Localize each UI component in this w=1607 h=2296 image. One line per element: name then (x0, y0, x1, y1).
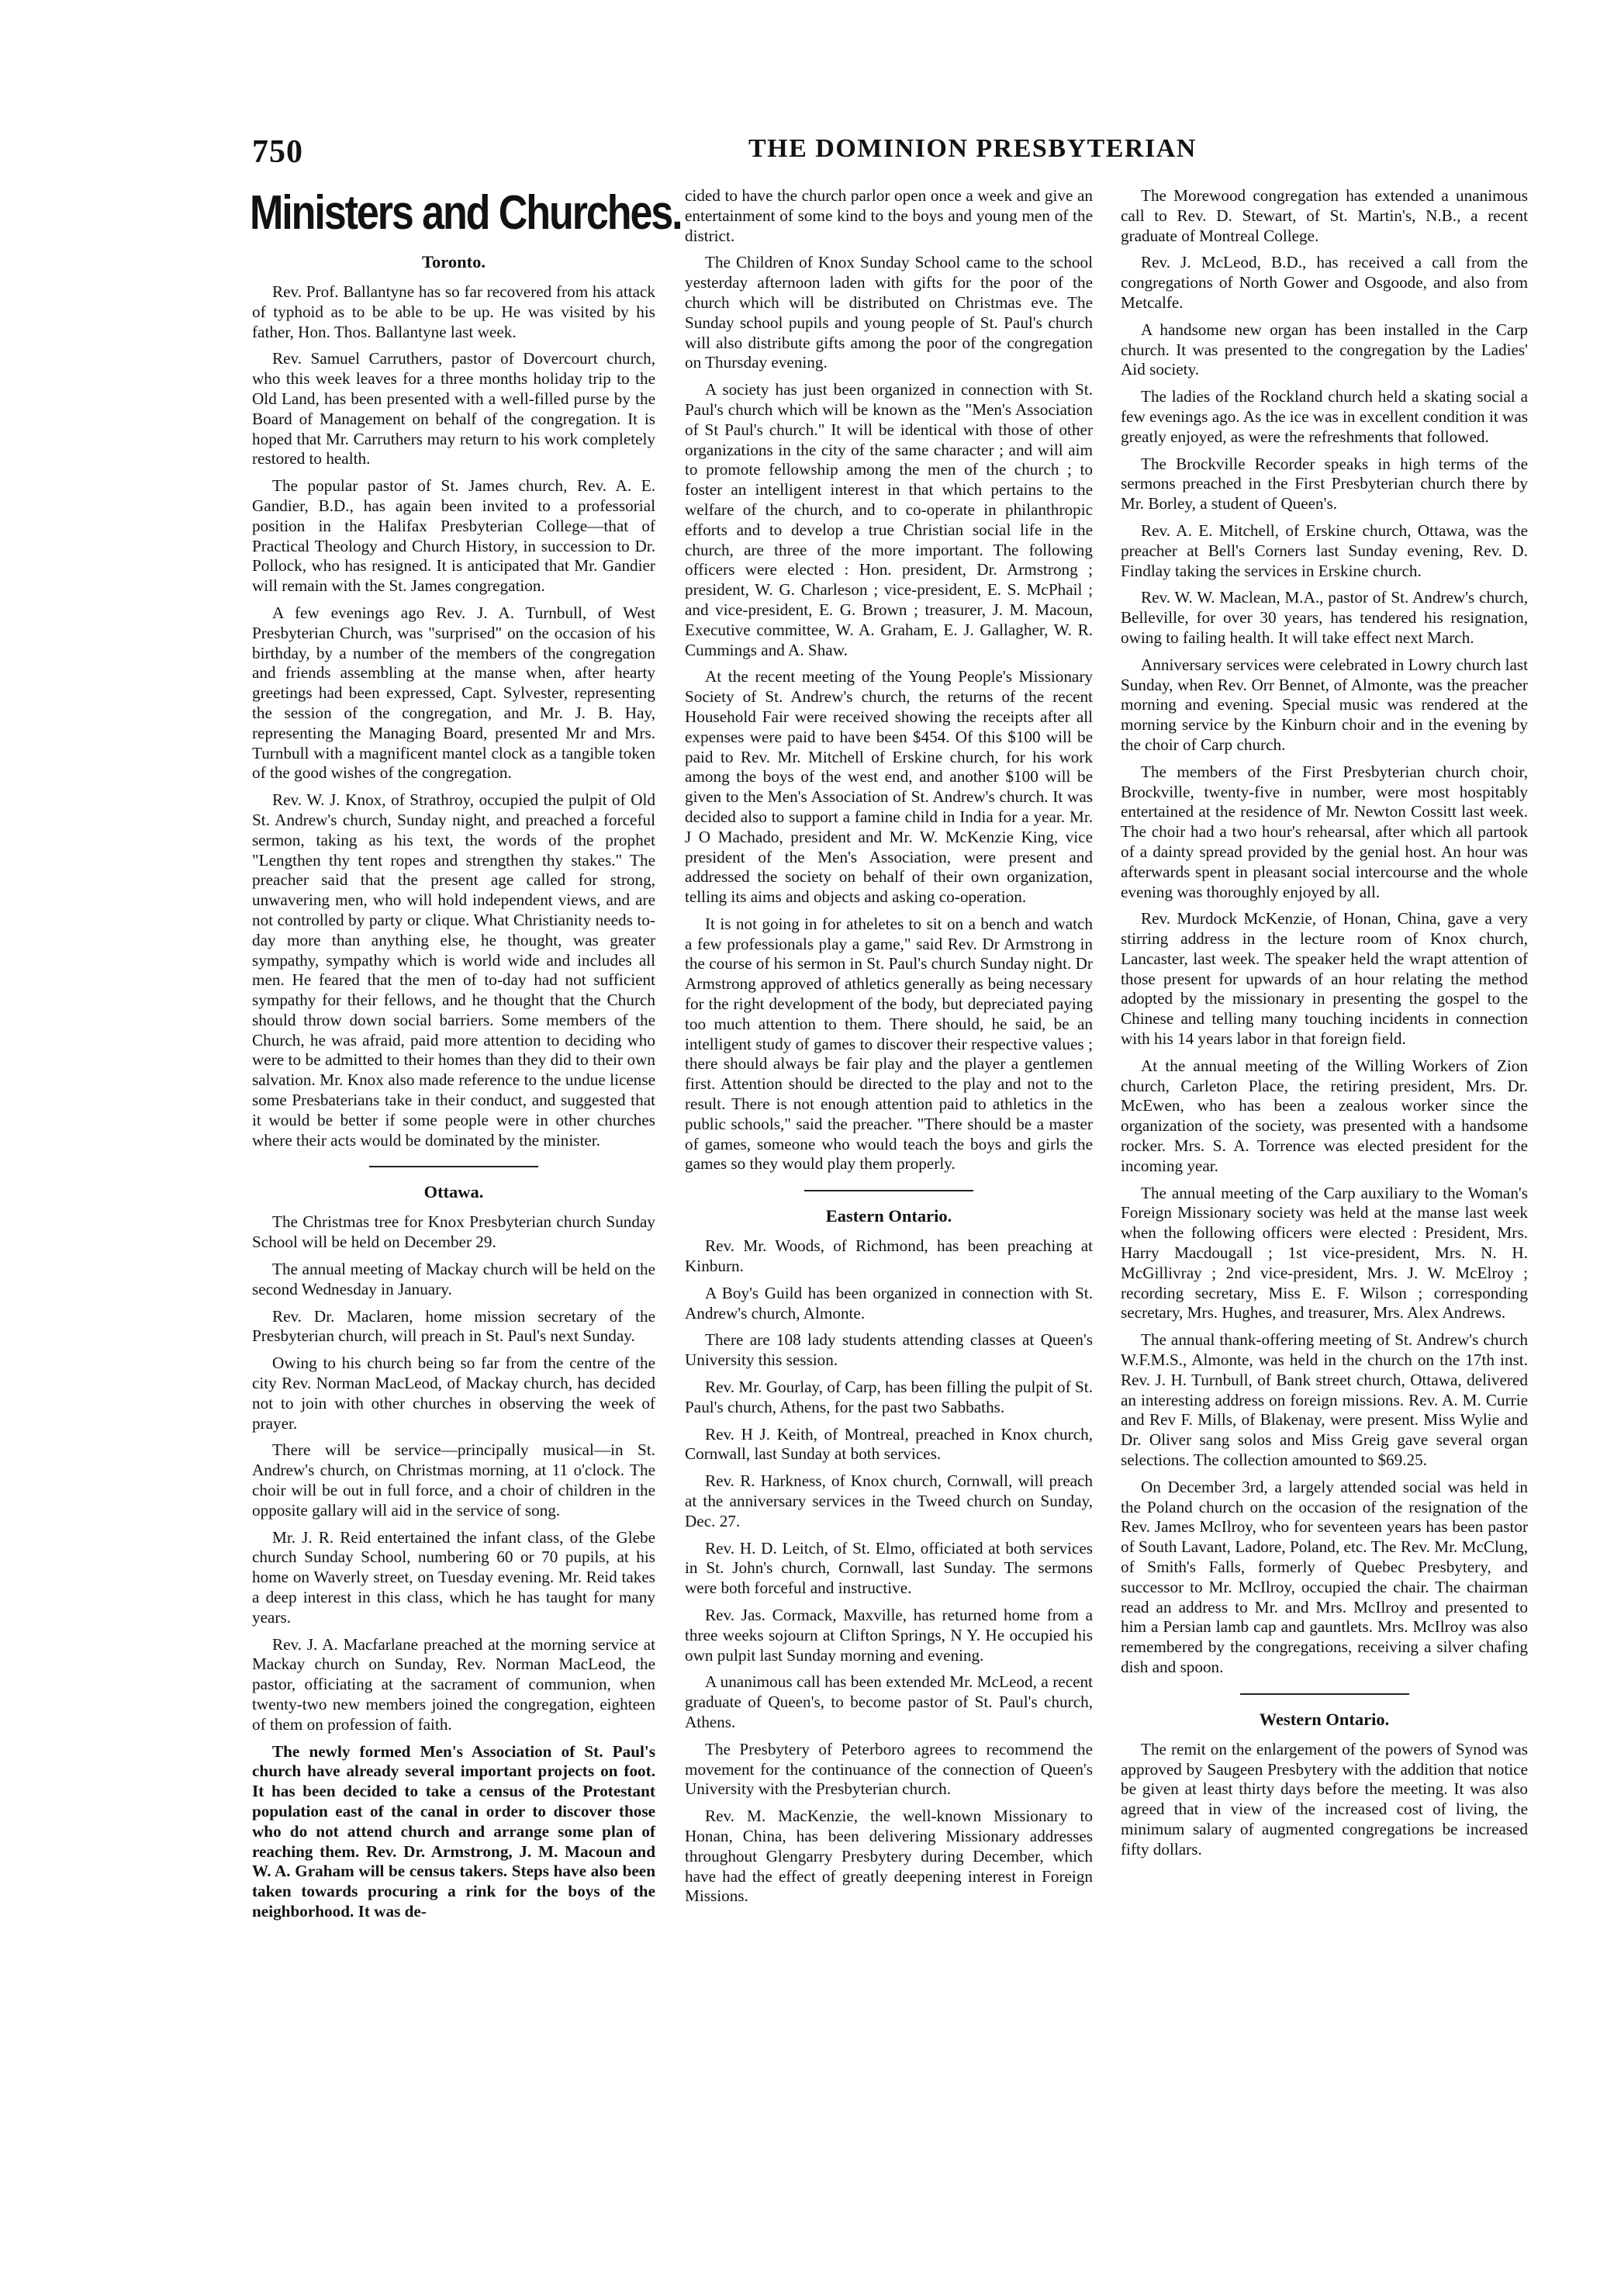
section-heading-ottawa: Ottawa. (423, 1182, 484, 1202)
section-divider (804, 1190, 973, 1191)
section-heading-toronto: Toronto. (422, 252, 486, 271)
news-item: The annual meeting of Mackay church will be held on the second Wednesday in January. (252, 1260, 655, 1298)
news-item: The annual meeting of the Carp auxiliary to the Woman's Foreign Missionary society was held at the manse last week when the following officers were elected : President, Mrs. Harry Macdougall ; 1st vice-president, Mrs. N. H. McGillivray ; 2nd vice-president, Mrs. J. W. McElroy ; recording secretary, Miss E. F. Wilson ; corresponding secretary, Mrs. Hughes, and treasurer, Mrs. Alex Andrews. (1121, 1183, 1528, 1323)
news-item: The Morewood congregation has extended a unanimous call to Rev. D. Stewart, of St. Martin's, N.B., a recent graduate of Montreal College. (1121, 186, 1528, 245)
news-item: Mr. J. R. Reid entertained the infant class, of the Glebe church Sunday School, numbering 60 or 70 pupils, at his home on Waverly street, on Tuesday evening. Mr. Reid takes a deep interest in this class, which he has taught for many years. (252, 1527, 655, 1627)
news-item: The Christmas tree for Knox Presbyterian church Sunday School will be held on December 29. (252, 1212, 655, 1252)
news-item: Rev. A. E. Mitchell, of Erskine church, Ottawa, was the preacher at Bell's Corners last Sunday evening, Rev. D. Findlay taking the services in Erskine church. (1121, 520, 1528, 580)
news-item: A society has just been organized in connection with St. Paul's church which will be known as the "Men's Association of St Paul's church." It will be identical with those of other organizations in the city of the same character ; and will aim to promote fellowship among the men of the church ; to foster an intelligent interest in that which pertains to the welfare of the church, and to co-operate in philanthropic efforts and to develop a true Christian social life in the church, are three of the more important. The following officers were elected : Hon. president, Dr. Armstrong ; president, W. G. Charleson ; vice-president, E. S. McPhail ; and vice-president, E. G. Brown ; treasurer, J. M. Macoun, Executive committee, W. A. Graham, E. J. Gallagher, W. R. Cummings and A. Shaw. (685, 380, 1093, 659)
news-item: The Children of Knox Sunday School came to the school yesterday afternoon laden with gifts for the poor of the church which will be distributed on Christmas eve. The Sunday school pupils and young people of St. Paul's church will also distribute gifts among the poor of the congregation on Thursday evening. (685, 253, 1093, 372)
news-item: Rev. H J. Keith, of Montreal, preached in Knox church, Cornwall, last Sunday at both services. (685, 1424, 1093, 1464)
section-heading-eastern-ontario: Eastern Ontario. (825, 1206, 952, 1226)
column-3 (1121, 186, 1528, 1867)
news-item: A unanimous call has been extended Mr. McLeod, a recent graduate of Queen's, to become pastor of St. Paul's church, Athens. (685, 1672, 1093, 1731)
news-item: There will be service—principally musical—in St. Andrew's church, on Christmas morning, at 11 o'clock. The choir will be out in full force, and a choir of children in the opposite gallary will aid in the service of song. (252, 1440, 655, 1520)
news-item: Rev. M. MacKenzie, the well-known Missionary to Honan, China, has been delivering Missionary addresses throughout Glengarry Presbytery during December, which have had the effect of greatly deepening interest in Foreign Missions. (685, 1807, 1093, 1906)
news-item: The newly formed Men's Association of St. Paul's church have already several important projects on foot. It has been decided to take a census of the Protestant population east of the canal in order to discover those who do not attend church and arrange some plan of reaching them. Rev. Dr. Armstrong, J. M. Macoun and W. A. Graham will be census takers. Steps have also been taken towards procuring a rink for the boys of the neighborhood. It was de- (252, 1741, 655, 1921)
news-item: At the annual meeting of the Willing Workers of Zion church, Carleton Place, the retiring president, Mrs. Dr. McEwen, who has been a zealous worker since the organization of the society, was presented with a handsome rocker. Mrs. S. A. Torrence was elected president for the incoming year. (1121, 1056, 1528, 1175)
news-item-continuation: cided to have the church parlor open once a week and give an entertainment of some kind to the boys and young men of the district. (685, 186, 1093, 245)
news-item: It is not going in for atheletes to sit on a bench and watch a few professionals play a game," said Rev. Dr Armstrong in the course of his sermon in St. Paul's church Sunday night. Dr Armstrong approved of athletics generally as being necessary for the right development of the body, but depreciated paying too much attention to them. There should, he said, be an intelligent study of games to discover their respective values ; there should always be fair play and the player a gentlemen first. Attention should be directed to the play and not to the result. There is not enough attention paid to athletics in the public schools," said the preacher. "There should be a master of games, someone who would teach the boys and girls the games so they would play them properly. (685, 914, 1093, 1174)
running-head: THE DOMINION PRESBYTERIAN (748, 134, 1197, 163)
news-item: Rev. Prof. Ballantyne has so far recovered from his attack of typhoid as to be able to be up. He was visited by his father, Hon. Thos. Ballantyne last week. (252, 282, 655, 341)
section-heading-western-ontario: Western Ontario. (1259, 1709, 1390, 1729)
news-item: A few evenings ago Rev. J. A. Turnbull, of West Presbyterian Church, was "surprised" on the occasion of his birthday, by a number of the members of the congregation and friends assembling at the manse when, after hearty greetings had been expressed, Capt. Sylvester, representing the session of the congregation, and Mr. J. B. Hay, representing the Managing Board, presented Mr and Mrs. Turnbull with a magnificent mantel clock as a tangible token of the good wishes of the congregation. (252, 603, 655, 783)
news-item: Anniversary services were celebrated in Lowry church last Sunday, when Rev. Orr Bennet, of Almonte, was the preacher morning and evening. Special music was rendered at the morning service by the Kinburn choir and in the evening by the choir of Carp church. (1121, 655, 1528, 754)
news-item: At the recent meeting of the Young People's Missionary Society of St. Andrew's church, the returns of the recent Household Fair were received showing the receipts after all expenses were paid to have been $454. Of this $100 will be paid to Rev. Mr. Mitchell of Erskine church, for his work among the boys of the west end, and another $100 will be given to the Men's Association of St. Andrew's church. It was decided also to support a famine child in India for a year. Mr. J O Machado, president and Mr. W. McKenzie King, vice president of the Men's Association, were present and addressed the society on behalf of their own organization, telling its aims and objects and asking co-operation. (685, 667, 1093, 907)
news-item: The members of the First Presbyterian church choir, Brockville, twenty-five in number, were most hospitably entertained at the residence of Mr. Newton Cossitt last week. The choir had a two hour's rehearsal, after which all partook of a dainty spread provided by the genial host. An hour was afterwards spent in pleasant social intercourse and the whole evening was thoroughly enjoyed by all. (1121, 762, 1528, 901)
news-item: A handsome new organ has been installed in the Carp church. It was presented to the congregation by the Ladies' Aid society. (1121, 320, 1528, 379)
news-item: Rev. Dr. Maclaren, home mission secretary of the Presbyterian church, will preach in St. Paul's next Sunday. (252, 1306, 655, 1346)
news-item: Rev. Jas. Cormack, Maxville, has returned home from a three weeks sojourn at Clifton Springs, N Y. He occupied his own pulpit last Sunday morning and evening. (685, 1606, 1093, 1665)
news-item: Rev. W. W. Maclean, M.A., pastor of St. Andrew's church, Belleville, for over 30 years, has tendered his resignation, owing to failing health. It will take effect next March. (1121, 588, 1528, 647)
page-number: 750 (252, 134, 303, 170)
page-title: Ministers and Churches. (250, 186, 682, 240)
section-divider (1240, 1693, 1409, 1695)
column-2 (685, 186, 1093, 1914)
section-divider (369, 1166, 538, 1167)
news-item: Rev. H. D. Leitch, of St. Elmo, officiated at both services in St. John's church, Cornwall, last Sunday. The sermons were both forceful and instructive. (685, 1538, 1093, 1598)
news-item: Rev. Murdock McKenzie, of Honan, China, gave a very stirring address in the lecture room of Knox church, Lancaster, last week. The speaker held the wrapt attention of those present for upwards of an hour relating the method adopted by the missionary in presenting the gospel to the Chinese and telling many touching incidents in connection with his 14 years labor in that foreign field. (1121, 909, 1528, 1049)
column-1 (250, 186, 682, 1929)
news-item: Rev. Mr. Woods, of Richmond, has been preaching at Kinburn. (685, 1236, 1093, 1276)
news-item: Rev. Samuel Carruthers, pastor of Dovercourt church, who this week leaves for a three months holiday trip to the Old Land, has been presented with a well-filled purse by the Board of Management on behalf of the congregation. It is hoped that Mr. Carruthers may return to his work completely restored to health. (252, 349, 655, 469)
news-item: The Presbytery of Peterboro agrees to recommend the movement for the continuance of the connection of Queen's University with the Presbyterian church. (685, 1739, 1093, 1799)
news-item: Owing to his church being so far from the centre of the city Rev. Norman MacLeod, of Mackay church, has decided not to join with other churches in observing the week of prayer. (252, 1354, 655, 1433)
news-item: There are 108 lady students attending classes at Queen's University this session. (685, 1330, 1093, 1370)
news-item: A Boy's Guild has been organized in connection with St. Andrew's church, Almonte. (685, 1283, 1093, 1323)
news-item: The Brockville Recorder speaks in high terms of the sermons preached in the First Presbyterian church there by Mr. Borley, a student of Queen's. (1121, 454, 1528, 513)
news-item: On December 3rd, a largely attended social was held in the Poland church on the occasion of the resignation of the Rev. James McIlroy, who for seventeen years has been pastor of South Lavant, Ladore, Poland, etc. The Rev. Mr. McClung, of Smith's Falls, formerly of Quebec Presbytery, and successor to Mr. McIlroy, occupied the chair. The chairman read an address to Mr. and Mrs. McIlroy and presented to him a Persian lamb cap and gauntlets. Mrs. McIlroy was also remembered by the congregations, receiving a silver chafing dish and spoon. (1121, 1477, 1528, 1676)
news-item: Rev. J. McLeod, B.D., has received a call from the congregations of North Gower and Osgoode, and also from Metcalfe. (1121, 253, 1528, 312)
news-item: The annual thank-offering meeting of St. Andrew's church W.F.M.S., Almonte, was held in the church on the 17th inst. Rev. J. H. Turnbull, of Bank street church, Ottawa, delivered an interesting address on foreign missions. Rev. A. M. Currie and Rev F. Mills, of Blakenay, were present. Miss Wylie and Dr. Oliver sang solos and Miss Greig gave several organ selections. The collection amounted to $69.25. (1121, 1330, 1528, 1470)
news-item: Rev. W. J. Knox, of Strathroy, occupied the pulpit of Old St. Andrew's church, Sunday night, and preached a forceful sermon, taking as his text, the words of the prophet "Lengthen thy tent ropes and strengthen thy stakes." The preacher said that the present age called for strong, unwavering men, who will hold independent views, and are not controlled by party or clique. What Christianity needs to-day more than anything else, he thought, was greater sympathy, sympathy which is world wide and includes all men. He feared that the men of to-day had not sufficient sympathy for their fellows, and he thought that the Church should throw down social barriers. Some members of the Church, he was afraid, paid more attention to deciding who were to be admitted to their homes than they did to their own salvation. Mr. Knox also made reference to the undue license some Presbaterians take in their conduct, and suggested that it would be better if some people were in other churches where their acts would be dominated by the minister. (252, 790, 655, 1150)
news-item: Rev. R. Harkness, of Knox church, Cornwall, will preach at the anniversary services in the Tweed church on Sunday, Dec. 27. (685, 1471, 1093, 1530)
news-item: The remit on the enlargement of the powers of Synod was approved by Saugeen Presbytery with the addition that notice be given at least thirty days before the meeting. It was also agreed that in view of the increased cost of living, the minimum salary of augmented congregations be increased fifty dollars. (1121, 1739, 1528, 1859)
news-item: The popular pastor of St. James church, Rev. A. E. Gandier, B.D., has again been invited to a professorial position in the Halifax Presbyterian College—that of Practical Theology and Church History, in succession to Dr. Pollock, who has resigned. It is anticipated that Mr. Gandier will remain with the St. James congregation. (252, 476, 655, 596)
news-item: Rev. J. A. Macfarlane preached at the morning service at Mackay church on Sunday, Rev. Norman MacLeod, the pastor, officiating at the sacrament of communion, when twenty-two new members joined the congregation, eighteen of them on profession of faith. (252, 1634, 655, 1734)
news-item: The ladies of the Rockland church held a skating social a few evenings ago. As the ice was in excellent condition it was greatly enjoyed, as were the refreshments that followed. (1121, 387, 1528, 446)
news-item: Rev. Mr. Gourlay, of Carp, has been filling the pulpit of St. Paul's church, Athens, for the past two Sabbaths. (685, 1378, 1093, 1416)
